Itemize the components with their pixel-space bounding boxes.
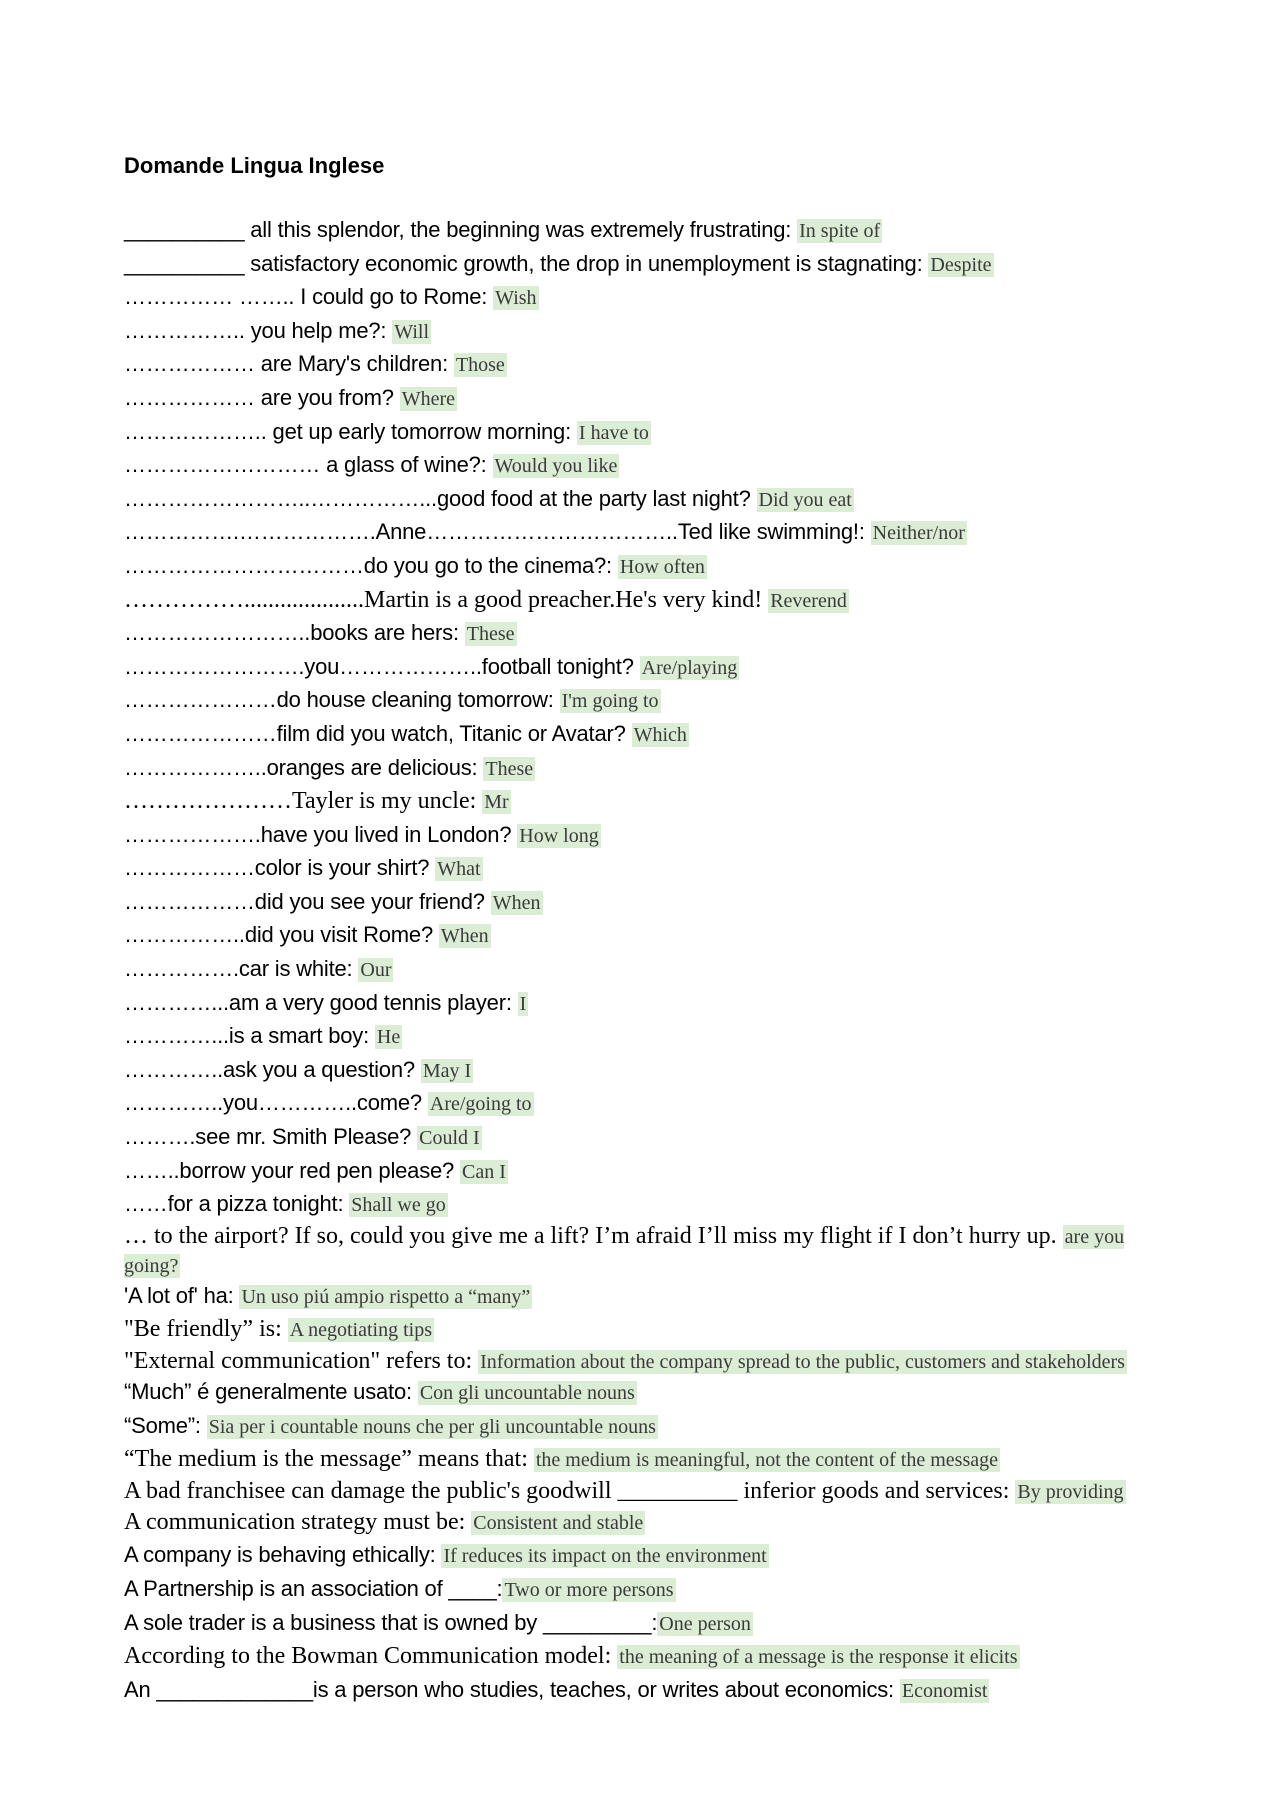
answer-highlight: the meaning of a message is the response it elicits: [619, 1646, 1018, 1669]
question-line: [124, 550, 1184, 584]
question-line: [124, 248, 1184, 282]
question-text: "External communication" refers to:: [124, 1348, 479, 1374]
answer-highlight: Consistent and stable: [473, 1511, 644, 1534]
answer-highlight: I: [519, 992, 527, 1015]
question-text: ……………….have you lived in London?: [124, 821, 518, 847]
question-text: __________ satisfactory economic growth, the drop in unemployment is stagnating:: [124, 250, 929, 276]
question-line: [124, 1477, 1184, 1506]
question-text: …………….……………….Anne……………………………..Ted like swimming!:: [124, 519, 871, 545]
question-line: [124, 919, 1184, 953]
question-text: …………………film did you watch, Titanic or Avatar?: [124, 720, 632, 746]
question-text: ……..borrow your red pen please?: [124, 1157, 460, 1183]
answer-highlight: Did you eat: [758, 488, 852, 511]
page-title: Domande Lingua Inglese: [124, 153, 385, 178]
question-line: [124, 315, 1184, 349]
question-line: [124, 785, 1184, 819]
question-line: [124, 1222, 1184, 1280]
answer-highlight: Mr: [484, 791, 509, 814]
question-text: ……….see mr. Smith Please?: [124, 1124, 418, 1150]
question-text: … to the airport? If so, could you give me a lift? I’m afraid I’ll miss my flight if I don’t hurry up.: [124, 1222, 1063, 1249]
question-line: [124, 617, 1184, 651]
question-text: An _____________is a person who studies, teaches, or writes about economics:: [124, 1676, 900, 1702]
question-line: [124, 987, 1184, 1021]
question-text: ……………....................Martin is a good preacher.He's very kind!: [124, 586, 769, 613]
question-text: ………………..oranges are delicious:: [124, 754, 484, 780]
answer-highlight: Two or more persons: [504, 1578, 674, 1601]
answer-highlight: Are/going to: [429, 1093, 532, 1116]
question-line: [124, 852, 1184, 886]
question-line: [124, 214, 1184, 248]
question-text: ………………did you see your friend?: [124, 888, 491, 914]
question-text: "Be friendly” is:: [124, 1316, 288, 1343]
question-text: ……………………..books are hers:: [124, 620, 465, 646]
question-line: [124, 1674, 1184, 1708]
answer-highlight: Wish: [495, 287, 537, 310]
question-text: …………..you…………..come?: [124, 1090, 428, 1116]
answer-highlight: Sia per i countable nouns che per gli uncountable nouns: [208, 1415, 656, 1438]
question-text: …………...is a smart boy:: [124, 1023, 375, 1049]
answer-highlight: Our: [360, 959, 392, 982]
question-text: ……………..did you visit Rome?: [124, 922, 439, 948]
answer-highlight: Those: [455, 354, 505, 377]
question-line: [124, 1640, 1184, 1674]
answer-highlight: Where: [401, 387, 456, 410]
question-text: …………………Tayler is my uncle:: [124, 788, 483, 815]
question-line: [124, 684, 1184, 718]
answer-highlight: If reduces its impact on the environment: [443, 1545, 767, 1568]
answer-highlight: These: [466, 623, 515, 646]
answer-highlight: Could I: [419, 1127, 480, 1150]
answer-highlight: A negotiating tips: [289, 1319, 432, 1342]
question-line: [124, 1020, 1184, 1054]
answer-highlight: Shall we go: [351, 1194, 446, 1217]
question-line: [124, 1443, 1184, 1477]
question-line: [124, 1121, 1184, 1155]
question-line: [124, 1087, 1184, 1121]
question-text: A bad franchisee can damage the public's goodwill __________ inferior goods and services:: [124, 1477, 1016, 1504]
question-line: [124, 953, 1184, 987]
question-text: 'A lot of' ha:: [124, 1282, 240, 1308]
answer-highlight: Neither/nor: [872, 522, 965, 545]
question-text: …………… …….. I could go to Rome:: [124, 284, 494, 310]
question-text: …………….. you help me?:: [124, 317, 393, 343]
answer-highlight: Would you like: [494, 455, 618, 478]
answer-highlight: How often: [619, 555, 705, 578]
question-line: [124, 1054, 1184, 1088]
answer-highlight: How long: [519, 824, 599, 847]
question-line: [124, 718, 1184, 752]
answer-highlight: When: [440, 925, 489, 948]
question-text: ……………….. get up early tomorrow morning:: [124, 418, 577, 444]
question-line: [124, 1376, 1184, 1410]
question-text: …………..ask you a question?: [124, 1056, 421, 1082]
answer-highlight: In spite of: [799, 220, 881, 242]
question-text: A sole trader is a business that is owned by _________:: [124, 1609, 658, 1635]
question-text: A communication strategy must be:: [124, 1508, 472, 1535]
question-text: …………….car is white:: [124, 956, 359, 982]
answer-highlight: are you going?: [124, 1225, 1125, 1277]
answer-highlight: These: [485, 757, 534, 780]
question-line: [124, 449, 1184, 483]
answer-highlight: When: [492, 891, 541, 914]
question-text: “The medium is the message” means that:: [124, 1446, 534, 1473]
question-line: [124, 1188, 1184, 1222]
question-line: [124, 348, 1184, 382]
question-line: [124, 651, 1184, 685]
question-text: …………………….you………………..football tonight?: [124, 653, 640, 679]
answer-highlight: Are/playing: [641, 656, 738, 679]
answer-highlight: Will: [394, 320, 429, 343]
answer-highlight: Information about the company spread to the public, customers and stakeholders: [480, 1351, 1125, 1373]
question-text: A Partnership is an association of ____:: [124, 1575, 503, 1601]
answer-highlight: I have to: [578, 421, 649, 444]
question-line: [124, 281, 1184, 315]
question-line: [124, 1155, 1184, 1189]
question-line: [124, 1506, 1184, 1540]
question-line: [124, 416, 1184, 450]
question-text: ………………color is your shirt?: [124, 855, 436, 881]
question-text: …………...am a very good tennis player:: [124, 989, 518, 1015]
question-text: According to the Bowman Communication model:: [124, 1643, 618, 1670]
answer-highlight: What: [437, 858, 481, 881]
answer-highlight: Un uso piú ampio rispetto a “many”: [241, 1285, 531, 1308]
question-line: [124, 1347, 1184, 1376]
question-text: ……………… are you from?: [124, 384, 400, 410]
answer-highlight: Reverend: [770, 589, 847, 612]
question-text: ……………… are Mary's children:: [124, 351, 454, 377]
answer-highlight: May I: [422, 1059, 472, 1082]
question-text: ……………………… a glass of wine?:: [124, 452, 493, 478]
answer-highlight: He: [376, 1026, 401, 1049]
question-text: __________ all this splendor, the beginning was extremely frustrating:: [124, 217, 798, 242]
question-text: …………………do house cleaning tomorrow:: [124, 687, 560, 713]
question-text: “Much” é generalmente usato:: [124, 1379, 418, 1404]
question-line: [124, 483, 1184, 517]
question-text: ……………………………do you go to the cinema?:: [124, 552, 618, 578]
question-line: [124, 1607, 1184, 1641]
question-line: [124, 1313, 1184, 1347]
question-text: ……………………..……………...good food at the party last night?: [124, 485, 757, 511]
question-line: [124, 584, 1184, 618]
question-text: “Some”:: [124, 1412, 207, 1438]
answer-highlight: Con gli uncountable nouns: [419, 1382, 635, 1404]
question-line: [124, 1280, 1184, 1314]
question-text: ……for a pizza tonight:: [124, 1191, 350, 1217]
answer-highlight: Economist: [901, 1679, 988, 1702]
question-line: [124, 1573, 1184, 1607]
answer-highlight: I'm going to: [561, 690, 659, 713]
answer-highlight: Despite: [930, 253, 992, 276]
question-list: [124, 214, 1184, 1707]
answer-highlight: By providing: [1017, 1480, 1124, 1503]
answer-highlight: Which: [633, 723, 687, 746]
question-text: A company is behaving ethically:: [124, 1542, 442, 1568]
question-line: [124, 1539, 1184, 1573]
question-line: [124, 886, 1184, 920]
question-line: [124, 382, 1184, 416]
question-line: [124, 1410, 1184, 1444]
question-line: [124, 516, 1184, 550]
answer-highlight: the medium is meaningful, not the content of the message: [535, 1449, 998, 1472]
answer-highlight: Can I: [462, 1160, 506, 1183]
question-line: [124, 752, 1184, 786]
question-line: [124, 819, 1184, 853]
answer-highlight: One person: [659, 1612, 751, 1635]
